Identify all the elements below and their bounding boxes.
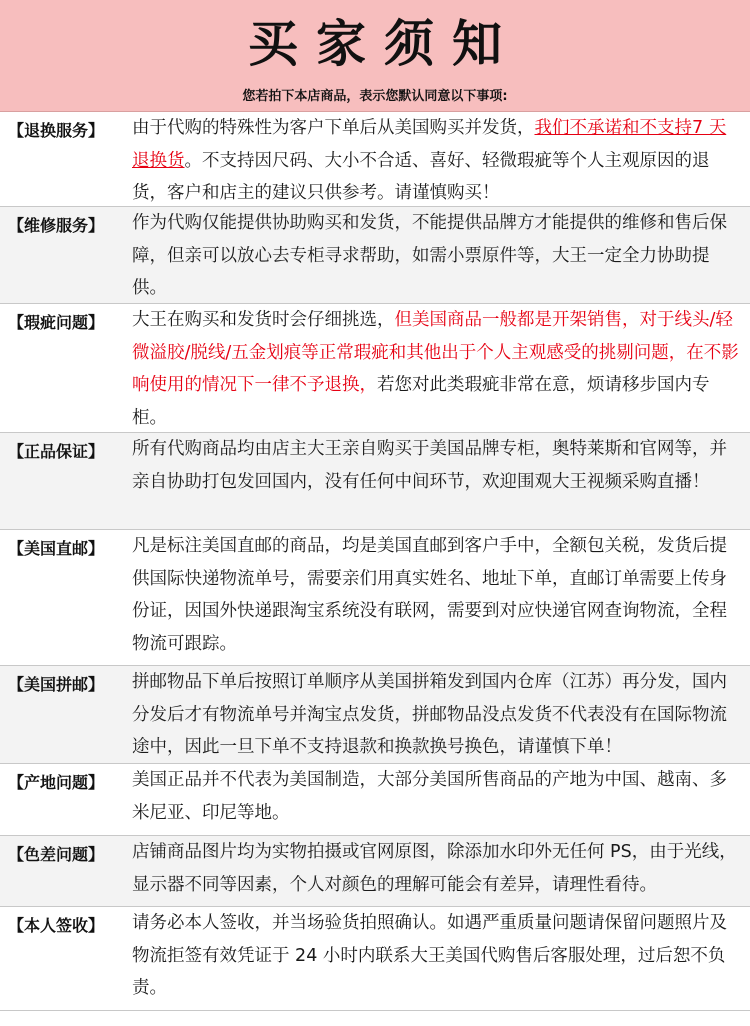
row-text (126, 207, 750, 303)
row-text (126, 907, 750, 1010)
row-label: 【瑕疵问题】 (8, 313, 105, 332)
row-text-part: 凡是标注美国直邮的商品，均是美国直邮到客户手中，全额包关税，发货后提供国际快递物流单号，需要亲们用真实姓名、地址下单，直邮订单需要上传身份证，因国外快递跟淘宝系统没有联网，需要到对应快递官网查询物流，全程物流可跟踪。 (132, 536, 727, 654)
notice-row-consolidated (0, 666, 750, 764)
notice-row-return (0, 112, 750, 207)
row-label: 【本人签收】 (8, 916, 105, 935)
row-text-part: 店铺商品图片均为实物拍摄或官网原图，除添加水印外无任何 PS，由于光线，显示器不同等因素，个人对颜色的理解可能会有差异，请理性看待。 (132, 842, 737, 895)
row-text-part: 请务必本人签收，并当场验货拍照确认。如遇严重质量问题请保留问题照片及物流拒签有效凭证于 24 小时内联系大王美国代购售后客服处理，过后恕不负责。 (132, 913, 727, 998)
row-text-part: 拼邮物品下单后按照订单顺序从美国拼箱发到国内仓库（江苏）再分发，国内分发后才有物流单号并淘宝点发货，拼邮物品没点发货不代表没有在国际物流途中，因此一旦下单不支持退款和换款换号换色，请谨慎下单！ (132, 672, 727, 757)
row-text-part: 由于代购的特殊性为客户下单后从美国购买并发货， (132, 118, 535, 138)
row-text (126, 666, 750, 763)
row-text-highlight: 我们不承诺和不支持7 天退换货 (132, 118, 727, 171)
row-label: 【美国直邮】 (8, 539, 105, 558)
row-label: 【正品保证】 (8, 442, 105, 461)
row-text (126, 112, 750, 206)
notice-row-direct-mail (0, 530, 750, 666)
row-label: 【维修服务】 (8, 216, 105, 235)
page-title: 买家须知 (248, 15, 520, 73)
row-text-highlight: 但美国商品一般都是开架销售，对于线头/轻微溢胶/脱线/五金划痕等正常瑕疵和其他出于个人主观感受的挑剔问题，在不影响使用的情况下一律不予退换， (132, 310, 739, 395)
notice-row-repair (0, 207, 750, 304)
row-label: 【色差问题】 (8, 845, 105, 864)
page-subtitle: 您若拍下本店商品，表示您默认同意以下事项: (242, 89, 508, 104)
row-text (126, 530, 750, 665)
notice-row-signature (0, 907, 750, 1011)
notice-row-defect (0, 304, 750, 433)
row-text-part: 作为代购仅能提供协助购买和发货，不能提供品牌方才能提供的维修和售后保障，但亲可以放心去专柜寻求帮助，如需小票原件等，大王一定全力协助提供。 (132, 213, 727, 298)
row-label: 【美国拼邮】 (8, 675, 105, 694)
row-text (126, 764, 750, 835)
row-label: 【产地问题】 (8, 773, 105, 792)
row-label: 【退换服务】 (8, 121, 105, 140)
notice-row-color (0, 836, 750, 907)
row-text-part: 大王在购买和发货时会仔细挑选， (132, 310, 395, 330)
row-text-part: 美国正品并不代表为美国制造，大部分美国所售商品的产地为中国、越南、多米尼亚、印尼等地。 (132, 770, 727, 823)
row-text (126, 304, 750, 432)
row-text (126, 836, 750, 906)
notice-list (0, 112, 750, 1011)
row-text (126, 433, 750, 529)
row-text-part: 所有代购商品均由店主大王亲自购买于美国品牌专柜，奥特莱斯和官网等，并亲自协助打包发回国内，没有任何中间环节，欢迎围观大王视频采购直播！ (132, 439, 727, 492)
notice-row-origin (0, 764, 750, 836)
notice-row-authentic (0, 433, 750, 530)
row-text-part: 。不支持因尺码、大小不合适、喜好、轻微瑕疵等个人主观原因的退货，客户和店主的建议只供参考。请谨慎购买！ (132, 150, 710, 203)
row-text-part: 若您对此类瑕疵非常在意，烦请移步国内专柜。 (132, 375, 710, 428)
page-header (0, 0, 750, 112)
